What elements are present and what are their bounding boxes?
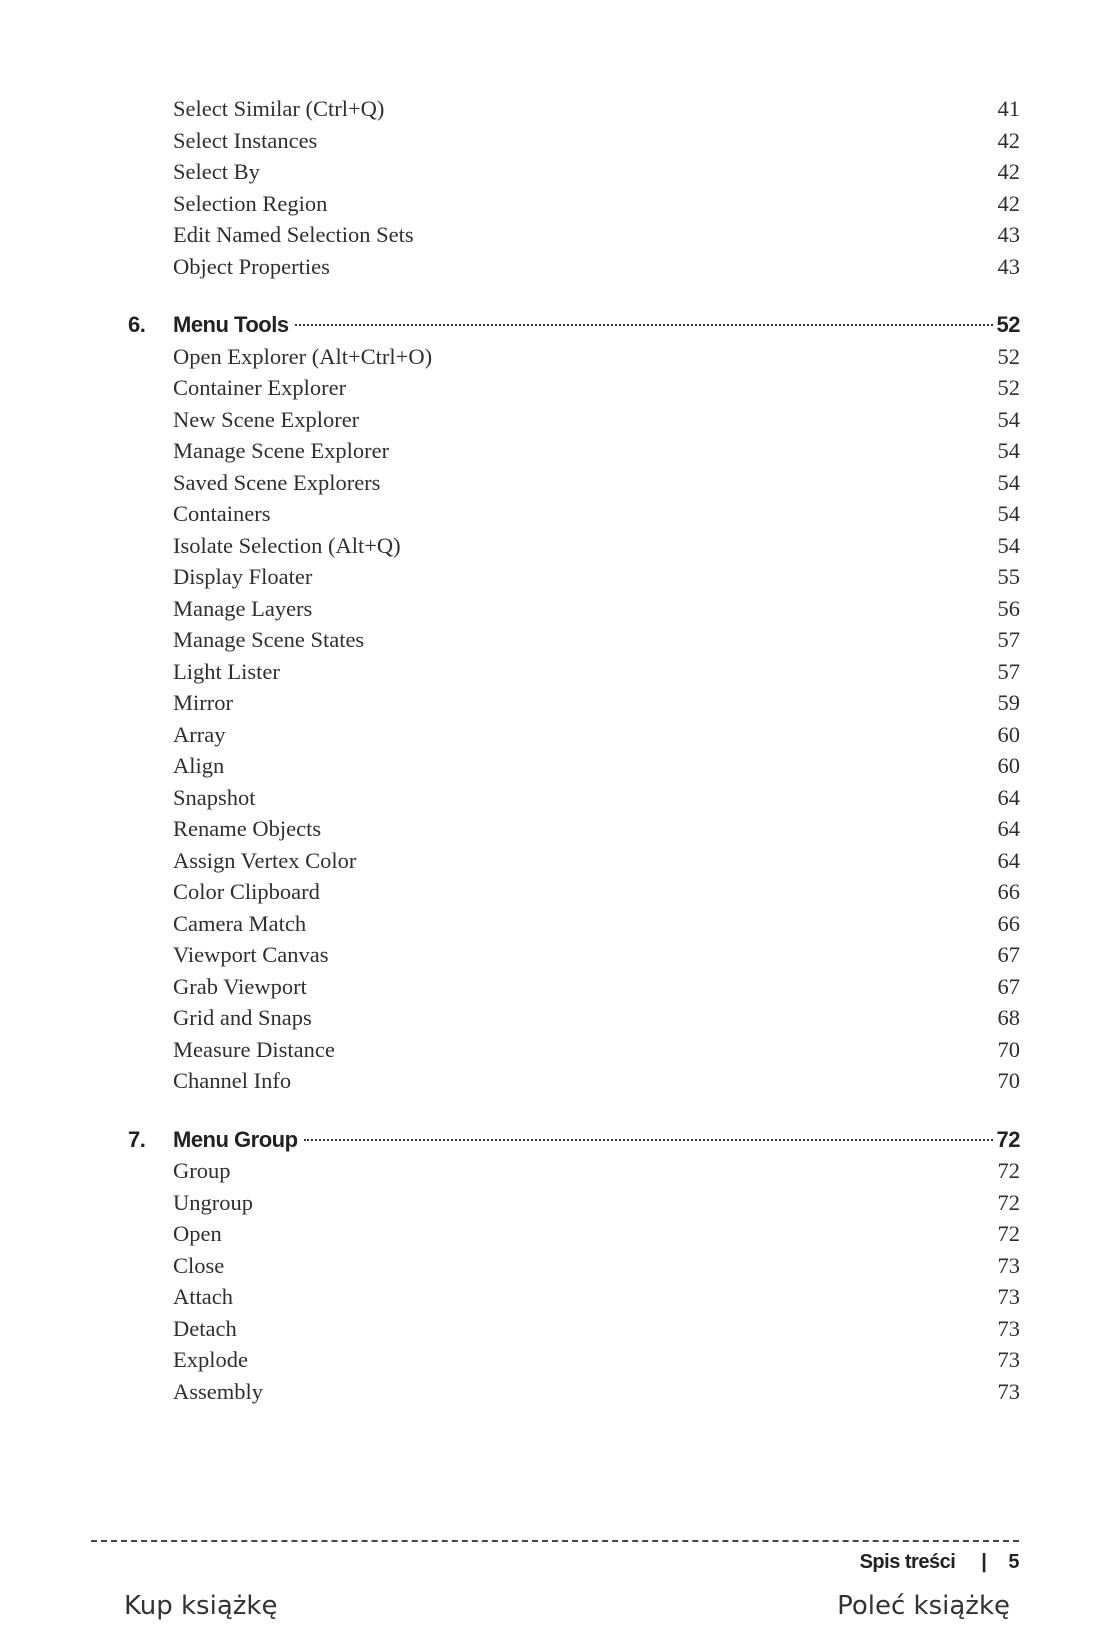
dot-leader	[304, 1139, 993, 1141]
toc-entry-label: Rename Objects	[173, 816, 322, 841]
toc-entry[interactable]	[173, 749, 1020, 782]
toc-entry-label: Manage Scene Explorer	[173, 438, 390, 463]
toc-entry-page: 55	[997, 564, 1020, 589]
toc-entry-label: Attach	[173, 1284, 233, 1309]
toc-entry-page: 52	[997, 343, 1020, 369]
toc-entry[interactable]	[173, 1375, 1020, 1408]
toc-entry[interactable]	[173, 686, 1020, 719]
toc-entry[interactable]	[173, 1249, 1020, 1282]
toc-entry-label: Ungroup	[173, 1189, 253, 1215]
chapter-title: Menu Tools	[173, 312, 289, 337]
toc-entry[interactable]	[173, 497, 1020, 530]
toc-entry-page: 67	[997, 942, 1020, 967]
toc-entry-page: 70	[997, 1068, 1020, 1093]
toc-entry-label: Assembly	[173, 1378, 263, 1404]
toc-entry-page: 72	[997, 1158, 1020, 1183]
page-number: 5	[1008, 1551, 1019, 1573]
buy-book-link[interactable]: Kup książkę	[124, 1591, 278, 1621]
toc-entry-page: 64	[997, 847, 1020, 873]
toc-entry-page: 54	[997, 438, 1020, 463]
chapter-title: Menu Group	[173, 1126, 298, 1152]
toc-entry-label: Open	[173, 1221, 222, 1246]
toc-entry-page: 43	[997, 253, 1020, 279]
toc-entry-page: 73	[997, 1315, 1020, 1341]
running-head-title: Spis treści	[859, 1551, 956, 1573]
toc-entry-page: 54	[997, 406, 1020, 432]
toc-entry-label: Grab Viewport	[173, 973, 307, 999]
toc-entry[interactable]	[173, 560, 1020, 593]
toc-entry[interactable]	[173, 1280, 1020, 1313]
toc-entry-page: 66	[997, 910, 1020, 936]
toc-entry-label: Light Lister	[173, 658, 280, 684]
toc-entry-page: 64	[997, 816, 1020, 841]
toc-entry-label: Select Instances	[173, 127, 318, 153]
toc-entry-page: 60	[997, 753, 1020, 778]
toc-entry-label: Open Explorer (Alt+Ctrl+O)	[173, 343, 433, 369]
toc-entry-page: 54	[997, 501, 1020, 526]
toc-entry-label: New Scene Explorer	[173, 406, 360, 432]
toc-entry-label: Snapshot	[173, 784, 256, 810]
toc-entry[interactable]	[173, 1343, 1020, 1376]
toc-entry-page: 64	[997, 784, 1020, 810]
toc-entry-label: Measure Distance	[173, 1036, 335, 1062]
toc-entry-page: 42	[997, 159, 1020, 184]
toc-entry[interactable]	[173, 250, 1020, 283]
toc-entry-label: Channel Info	[173, 1068, 292, 1093]
toc-entry-label: Group	[173, 1158, 231, 1183]
toc-entry[interactable]	[173, 1154, 1020, 1187]
toc-entry[interactable]	[173, 371, 1020, 404]
toc-entry-page: 66	[997, 879, 1020, 904]
toc-entry[interactable]	[173, 655, 1020, 688]
toc-entry[interactable]	[173, 434, 1020, 467]
toc-entry-page: 68	[997, 1005, 1020, 1030]
toc-entry-label: Detach	[173, 1315, 237, 1341]
toc-entry-page: 72	[997, 1221, 1020, 1246]
toc-entry-label: Array	[173, 721, 226, 747]
toc-entry-page: 54	[997, 469, 1020, 495]
toc-entry-page: 41	[997, 96, 1020, 121]
toc-entry-page: 73	[997, 1378, 1020, 1404]
toc-entry[interactable]	[173, 781, 1020, 814]
toc-entry-page: 56	[997, 595, 1020, 621]
toc-entry[interactable]	[173, 218, 1020, 251]
toc-entry-label: Mirror	[173, 690, 233, 715]
toc-entry-label: Color Clipboard	[173, 879, 320, 904]
toc-entry-label: Select By	[173, 159, 260, 184]
toc-entry[interactable]	[173, 1033, 1020, 1066]
toc-entry-label: Select Similar (Ctrl+Q)	[173, 96, 385, 121]
toc-entry-label: Saved Scene Explorers	[173, 469, 381, 495]
dot-leader	[295, 324, 993, 326]
toc-entry-page: 73	[997, 1347, 1020, 1372]
toc-entry-page: 43	[997, 222, 1020, 247]
chapter-number: 7.	[128, 1126, 146, 1152]
toc-entry-label: Selection Region	[173, 190, 328, 216]
toc-entry-label: Manage Layers	[173, 595, 313, 621]
toc-entry-label: Align	[173, 753, 225, 778]
toc-entry-page: 73	[997, 1284, 1020, 1309]
toc-entry[interactable]	[173, 1064, 1020, 1097]
chapter-heading[interactable]	[128, 308, 1020, 342]
chapter-heading[interactable]	[128, 1123, 1020, 1157]
toc-entry[interactable]	[173, 340, 1020, 373]
toc-entry-page: 70	[997, 1036, 1020, 1062]
toc-entry-label: Assign Vertex Color	[173, 847, 357, 873]
toc-entry-label: Containers	[173, 501, 271, 526]
chapter-row	[173, 1123, 1020, 1157]
toc-entry[interactable]	[173, 155, 1020, 188]
toc-entry-page: 59	[997, 690, 1020, 715]
toc-entry[interactable]	[173, 1001, 1020, 1034]
toc-entry[interactable]	[173, 1186, 1020, 1219]
toc-entry-label: Manage Scene States	[173, 627, 365, 652]
toc-entry-page: 57	[997, 627, 1020, 652]
toc-entry[interactable]	[173, 1312, 1020, 1345]
toc-entry-page: 42	[997, 127, 1020, 153]
toc-entry-label: Grid and Snaps	[173, 1005, 312, 1030]
toc-entry[interactable]	[173, 187, 1020, 220]
recommend-book-link[interactable]: Poleć książkę	[837, 1591, 1010, 1621]
chapter-page-number: 72	[996, 1126, 1020, 1152]
toc-entry[interactable]	[173, 466, 1020, 499]
toc-entry[interactable]	[173, 938, 1020, 971]
toc-entry-label: Object Properties	[173, 253, 330, 279]
toc-entry-page: 67	[997, 973, 1020, 999]
toc-entry-label: Display Floater	[173, 564, 313, 589]
toc-entry[interactable]	[173, 592, 1020, 625]
toc-entry[interactable]	[173, 718, 1020, 751]
chapter-page-number: 52	[996, 312, 1020, 337]
toc-entry[interactable]	[173, 124, 1020, 157]
toc-entry[interactable]	[173, 907, 1020, 940]
toc-entry-page: 57	[997, 658, 1020, 684]
toc-entry-page: 52	[997, 375, 1020, 400]
toc-entry[interactable]	[173, 844, 1020, 877]
chapter-row	[173, 308, 1020, 342]
toc-entry-label: Isolate Selection (Alt+Q)	[173, 532, 401, 558]
toc-entry-page: 60	[997, 721, 1020, 747]
toc-entry[interactable]	[173, 403, 1020, 436]
toc-entry-label: Close	[173, 1252, 225, 1278]
toc-entry-label: Viewport Canvas	[173, 942, 329, 967]
toc-entry[interactable]	[173, 1217, 1020, 1250]
toc-entry-page: 42	[997, 190, 1020, 216]
toc-entry-label: Container Explorer	[173, 375, 347, 400]
toc-entry-label: Explode	[173, 1347, 248, 1372]
running-head	[860, 1547, 1019, 1577]
toc-entry[interactable]	[173, 623, 1020, 656]
running-head-separator: |	[981, 1551, 987, 1573]
toc-entry-page: 72	[997, 1189, 1020, 1215]
toc-entry-page: 54	[997, 532, 1020, 558]
toc-entry-label: Edit Named Selection Sets	[173, 222, 414, 247]
chapter-number: 6.	[128, 312, 146, 337]
footer-rule	[91, 1540, 1019, 1542]
toc-entry[interactable]	[173, 92, 1020, 125]
toc-entry[interactable]	[173, 875, 1020, 908]
toc-entry-page: 73	[997, 1252, 1020, 1278]
toc-entry[interactable]	[173, 812, 1020, 845]
toc-entry[interactable]	[173, 970, 1020, 1003]
toc-entry-label: Camera Match	[173, 910, 307, 936]
toc-entry[interactable]	[173, 529, 1020, 562]
